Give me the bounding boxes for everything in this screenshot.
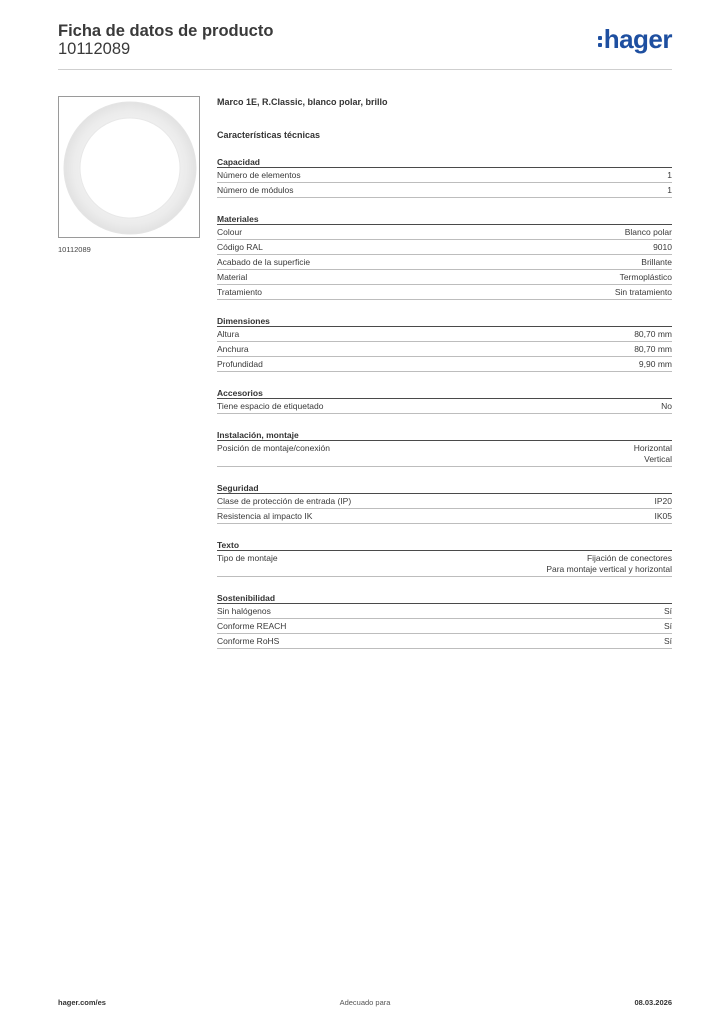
spec-value: 1 bbox=[667, 184, 672, 195]
frame-ring-icon bbox=[59, 97, 201, 239]
section-title: Materiales bbox=[217, 213, 672, 225]
spec-values bbox=[664, 621, 672, 632]
spec-label: Conforme REACH bbox=[217, 620, 287, 631]
spec-values bbox=[641, 257, 672, 268]
spec-row bbox=[217, 634, 672, 649]
spec-row bbox=[217, 225, 672, 240]
spec-section bbox=[217, 315, 672, 372]
spec-values bbox=[546, 553, 672, 575]
spec-row bbox=[217, 327, 672, 342]
spec-value: Sin tratamiento bbox=[614, 286, 672, 297]
spec-values bbox=[634, 443, 672, 465]
image-caption: 10112089 bbox=[58, 245, 91, 254]
spec-value: Sí bbox=[663, 620, 672, 631]
spec-values bbox=[661, 401, 672, 412]
section-title: Seguridad bbox=[217, 482, 672, 494]
page-header bbox=[58, 22, 672, 70]
product-image bbox=[58, 96, 200, 238]
spec-label: Acabado de la superficie bbox=[217, 256, 311, 267]
spec-section bbox=[217, 482, 672, 524]
spec-value: IK05 bbox=[654, 510, 672, 521]
product-code: 10112089 bbox=[58, 40, 131, 58]
spec-label: Conforme RoHS bbox=[217, 635, 280, 646]
page-title: Ficha de datos de producto bbox=[58, 22, 274, 40]
page-footer bbox=[58, 998, 672, 1010]
footer-date: 08.03.2026 bbox=[634, 998, 672, 1007]
spec-value: Brillante bbox=[641, 256, 672, 267]
spec-row bbox=[217, 342, 672, 357]
spec-label: Sin halógenos bbox=[217, 605, 271, 616]
spec-section bbox=[217, 429, 672, 467]
spec-label: Código RAL bbox=[217, 241, 263, 252]
spec-row bbox=[217, 357, 672, 372]
spec-section bbox=[217, 387, 672, 414]
footer-center-text: Adecuado para bbox=[339, 998, 391, 1007]
spec-values bbox=[655, 496, 673, 507]
spec-values bbox=[639, 359, 672, 370]
spec-values bbox=[620, 272, 672, 283]
spec-section bbox=[217, 213, 672, 300]
spec-values bbox=[625, 227, 672, 238]
spec-values bbox=[667, 170, 672, 181]
section-title: Sostenibilidad bbox=[217, 592, 672, 604]
logo-dots-icon bbox=[598, 36, 602, 47]
logo-text: hager bbox=[603, 24, 672, 54]
spec-row bbox=[217, 509, 672, 524]
spec-value: 9010 bbox=[653, 241, 672, 252]
spec-values bbox=[653, 242, 672, 253]
spec-label: Anchura bbox=[217, 343, 249, 354]
spec-row bbox=[217, 604, 672, 619]
section-title: Texto bbox=[217, 539, 672, 551]
spec-label: Tipo de montaje bbox=[217, 552, 278, 563]
spec-row bbox=[217, 240, 672, 255]
tech-heading: Características técnicas bbox=[217, 130, 321, 140]
footer-website: hager.com/es bbox=[58, 998, 106, 1007]
spec-section bbox=[217, 539, 672, 577]
spec-label: Tiene espacio de etiquetado bbox=[217, 400, 324, 411]
hager-logo bbox=[598, 26, 672, 52]
spec-value: Blanco polar bbox=[624, 226, 672, 237]
spec-value: Fijación de conectores bbox=[586, 552, 672, 563]
spec-row bbox=[217, 255, 672, 270]
spec-row bbox=[217, 183, 672, 198]
spec-value: 1 bbox=[667, 169, 672, 180]
spec-label: Material bbox=[217, 271, 248, 282]
spec-value: Termoplástico bbox=[619, 271, 672, 282]
spec-label: Colour bbox=[217, 226, 243, 237]
spec-values bbox=[655, 511, 673, 522]
spec-row bbox=[217, 551, 672, 577]
section-title: Capacidad bbox=[217, 156, 672, 168]
section-title: Instalación, montaje bbox=[217, 429, 672, 441]
spec-value: Vertical bbox=[644, 453, 672, 464]
spec-sections bbox=[217, 156, 672, 649]
product-name: Marco 1E, R.Classic, blanco polar, brillo bbox=[217, 97, 388, 107]
spec-row bbox=[217, 270, 672, 285]
section-title: Dimensiones bbox=[217, 315, 672, 327]
section-title: Accesorios bbox=[217, 387, 672, 399]
spec-label: Altura bbox=[217, 328, 240, 339]
spec-row bbox=[217, 441, 672, 467]
spec-row bbox=[217, 399, 672, 414]
spec-values bbox=[615, 287, 672, 298]
spec-value: Horizontal bbox=[633, 442, 672, 453]
spec-value: No bbox=[661, 400, 672, 411]
spec-row bbox=[217, 285, 672, 300]
spec-value: Para montaje vertical y horizontal bbox=[546, 563, 672, 574]
spec-values bbox=[664, 606, 672, 617]
spec-row bbox=[217, 494, 672, 509]
spec-label: Clase de protección de entrada (IP) bbox=[217, 495, 352, 506]
spec-value: 80,70 mm bbox=[634, 343, 672, 354]
spec-values bbox=[664, 636, 672, 647]
spec-label: Número de elementos bbox=[217, 169, 301, 180]
spec-row bbox=[217, 619, 672, 634]
spec-section bbox=[217, 592, 672, 649]
spec-values bbox=[634, 344, 672, 355]
spec-value: 80,70 mm bbox=[634, 328, 672, 339]
spec-label: Número de módulos bbox=[217, 184, 294, 195]
spec-label: Resistencia al impacto IK bbox=[217, 510, 313, 521]
spec-section bbox=[217, 156, 672, 198]
spec-label: Tratamiento bbox=[217, 286, 263, 297]
spec-values bbox=[634, 329, 672, 340]
spec-value: Sí bbox=[663, 605, 672, 616]
spec-row bbox=[217, 168, 672, 183]
spec-label: Profundidad bbox=[217, 358, 263, 369]
spec-value: IP20 bbox=[654, 495, 672, 506]
spec-content bbox=[217, 96, 672, 649]
spec-label: Posición de montaje/conexión bbox=[217, 442, 330, 453]
spec-value: Sí bbox=[663, 635, 672, 646]
spec-values bbox=[667, 185, 672, 196]
spec-value: 9,90 mm bbox=[638, 358, 672, 369]
